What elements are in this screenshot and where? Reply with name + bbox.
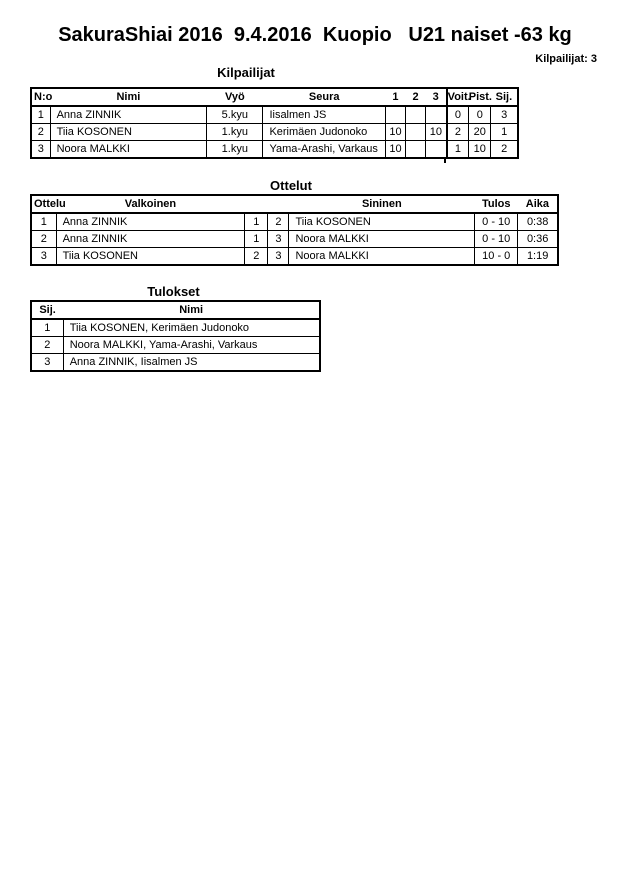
white-competitor-number: 1	[245, 231, 268, 248]
col-header-tulos: Tulos	[475, 195, 518, 213]
score-vs-1: 10	[385, 124, 405, 141]
competitor-name: Tiia KOSONEN	[50, 124, 207, 141]
col-header-vyo: Vyö	[207, 88, 263, 106]
blue-competitor-number: 3	[268, 248, 289, 266]
ottelut-section-heading: Ottelut	[270, 178, 312, 193]
col-header-nimi: Nimi	[50, 88, 207, 106]
kilpailijat-section-heading: Kilpailijat	[217, 65, 275, 80]
col-header-aika: Aika	[518, 195, 558, 213]
blue-competitor: Noora MALKKI	[289, 231, 475, 248]
table-border-tick	[444, 159, 446, 163]
result-row	[31, 354, 320, 372]
match-result: 0 - 10	[475, 231, 518, 248]
col-header-valkoinen: Valkoinen	[56, 195, 245, 213]
competitor-row	[31, 141, 518, 159]
competitor-number: 2	[31, 124, 50, 141]
wins-count: 2	[447, 124, 469, 141]
placement: 2	[491, 141, 518, 159]
competitor-belt: 5.kyu	[207, 106, 263, 124]
match-time: 0:38	[518, 213, 558, 231]
match-number: 2	[31, 231, 56, 248]
competitor-belt: 1.kyu	[207, 141, 263, 159]
points-count: 20	[469, 124, 491, 141]
white-competitor: Anna ZINNIK	[56, 231, 245, 248]
competitor-club: Kerimäen Judonoko	[263, 124, 386, 141]
tulokset-header-row	[31, 301, 320, 319]
match-row	[31, 213, 558, 231]
result-row	[31, 337, 320, 354]
match-result: 10 - 0	[475, 248, 518, 266]
kilpailijat-header-row	[31, 88, 518, 106]
competitor-name: Noora MALKKI	[50, 141, 207, 159]
match-number: 1	[31, 213, 56, 231]
kilpailijat-table	[30, 87, 519, 159]
ottelut-header-spacer	[268, 195, 289, 213]
page-title: SakuraShiai 2016 9.4.2016 Kuopio U21 naiset -63 kg	[58, 24, 572, 46]
col-header-round3: 3	[426, 88, 447, 106]
result-name-club: Noora MALKKI, Yama-Arashi, Varkaus	[63, 337, 320, 354]
col-header-sij: Sij.	[491, 88, 518, 106]
ottelut-table	[30, 194, 559, 266]
competitor-row	[31, 124, 518, 141]
white-competitor: Anna ZINNIK	[56, 213, 245, 231]
competitor-belt: 1.kyu	[207, 124, 263, 141]
blue-competitor: Tiia KOSONEN	[289, 213, 475, 231]
col-header-sij: Sij.	[31, 301, 63, 319]
score-vs-3	[426, 106, 447, 124]
result-row	[31, 319, 320, 337]
competitor-number: 3	[31, 141, 50, 159]
competitor-club: Iisalmen JS	[263, 106, 386, 124]
tulokset-table	[30, 300, 321, 372]
placement: 1	[491, 124, 518, 141]
match-number: 3	[31, 248, 56, 266]
placement: 3	[491, 106, 518, 124]
tulokset-section-heading: Tulokset	[147, 284, 200, 299]
ottelut-header-spacer	[245, 195, 268, 213]
wins-count: 1	[447, 141, 469, 159]
match-result: 0 - 10	[475, 213, 518, 231]
points-count: 0	[469, 106, 491, 124]
col-header-round2: 2	[406, 88, 426, 106]
col-header-sininen: Sininen	[289, 195, 475, 213]
match-row	[31, 231, 558, 248]
white-competitor: Tiia KOSONEN	[56, 248, 245, 266]
ottelut-header-row	[31, 195, 558, 213]
result-name-club: Anna ZINNIK, Iisalmen JS	[63, 354, 320, 372]
result-placement: 1	[31, 319, 63, 337]
result-name-club: Tiia KOSONEN, Kerimäen Judonoko	[63, 319, 320, 337]
score-vs-3	[426, 141, 447, 159]
match-time: 1:19	[518, 248, 558, 266]
match-row	[31, 248, 558, 266]
result-placement: 2	[31, 337, 63, 354]
competitor-club: Yama-Arashi, Varkaus	[263, 141, 386, 159]
score-vs-2	[406, 124, 426, 141]
col-header-no: N:o	[31, 88, 50, 106]
score-vs-2	[406, 141, 426, 159]
blue-competitor: Noora MALKKI	[289, 248, 475, 266]
white-competitor-number: 1	[245, 213, 268, 231]
blue-competitor-number: 3	[268, 231, 289, 248]
col-header-nimi: Nimi	[63, 301, 320, 319]
competitor-name: Anna ZINNIK	[50, 106, 207, 124]
result-placement: 3	[31, 354, 63, 372]
col-header-seura: Seura	[263, 88, 386, 106]
competitor-number: 1	[31, 106, 50, 124]
score-vs-1: 10	[385, 141, 405, 159]
points-count: 10	[469, 141, 491, 159]
col-header-ottelu: Ottelu	[31, 195, 56, 213]
score-vs-1	[385, 106, 405, 124]
competitor-row	[31, 106, 518, 124]
competitors-count-label: Kilpailijat: 3	[535, 53, 597, 65]
wins-count: 0	[447, 106, 469, 124]
score-vs-2	[406, 106, 426, 124]
match-time: 0:36	[518, 231, 558, 248]
blue-competitor-number: 2	[268, 213, 289, 231]
col-header-voit: Voit.	[447, 88, 469, 106]
col-header-pist: Pist.	[469, 88, 491, 106]
col-header-round1: 1	[385, 88, 405, 106]
score-vs-3: 10	[426, 124, 447, 141]
white-competitor-number: 2	[245, 248, 268, 266]
